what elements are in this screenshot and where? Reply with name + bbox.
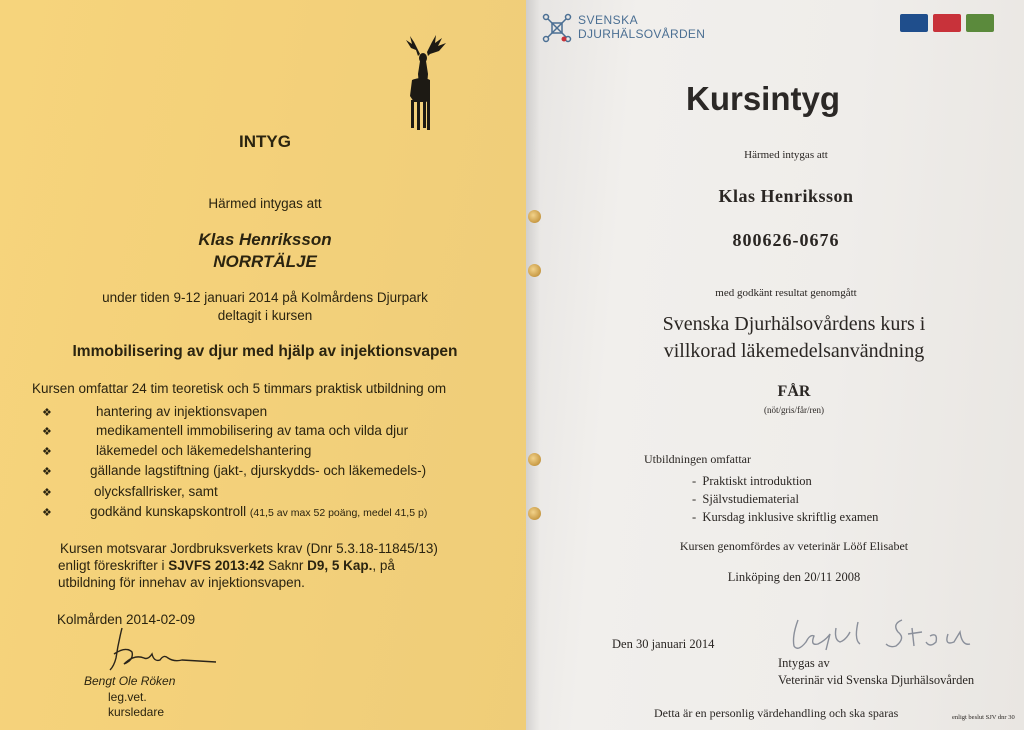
flag-red	[933, 14, 961, 32]
list-item: - Kursdag inklusive skriftlig examen	[692, 510, 879, 524]
scope-line: Kursen omfattar 24 tim teoretisk och 5 timmars praktisk utbildning om	[32, 381, 447, 396]
intyg-title: INTYG	[239, 132, 291, 151]
id-number: 800626-0676	[732, 230, 840, 250]
signature	[104, 624, 220, 672]
list-item: - Självstudiematerial	[692, 492, 799, 506]
equivalence-line-2: enligt föreskrifter i SJVFS 2013:42 Saknr D9, 5 Kap., på	[58, 558, 395, 573]
issue-date: Den 30 januari 2014	[612, 637, 715, 651]
species-note: (nöt/gris/får/ren)	[764, 405, 824, 415]
bullet-icon: ❖	[42, 507, 52, 519]
bullet-icon: ❖	[42, 487, 52, 499]
deer-logo-icon	[392, 34, 456, 134]
passed-line: med godkänt resultat genomgått	[715, 287, 857, 299]
species: FÅR	[777, 383, 811, 400]
equivalence-line-3: utbildning för innehav av injektionsvapen.	[58, 575, 305, 590]
intyg-certificate: INTYG Härmed intygas att Klas Henriksson NORRTÄLJE under tiden 9-12 januari 2014 på Kolmårdens Djurpark deltagit i kursen Immobilisering av djur med hjälp av injektionsvapen Kursen omfattar 24 tim teoretisk och 5 timmars praktisk utbildning om ❖ hantering av injektionsvapen ❖ medikamentell immobilisering av tama och vilda djur ❖ läkemedel och läkemedelshantering ❖ gällande lagstiftning (jakt-, djurskydds- och läkemedels-) ❖ olycksfallrisker, samt ❖ godkänd kunskapskontroll (41,5 av max 52 poäng, medel 41,5 p) Kursen motsvarar Jordbruksverkets krav (Dnr 5.3.18-11845/13) enligt föreskrifter i SJVFS 2013:42 Saknr D9, 5 Kap., på utbildning för innehav av injektionsvapen. Kolmården 2014-02-09 Bengt Ole Röken leg.vet. kursledare	[0, 0, 530, 730]
intro-text: Härmed intygas att	[744, 149, 828, 161]
equivalence-line-1: Kursen motsvarar Jordbruksverkets krav (Dnr 5.3.18-11845/13)	[60, 541, 438, 556]
signer-role: kursledare	[108, 705, 165, 719]
recipient-city: NORRTÄLJE	[213, 252, 317, 271]
recipient-name: Klas Henriksson	[718, 186, 854, 206]
flag-green	[966, 14, 994, 32]
course-title: Immobilisering av djur med hjälp av injektionsvapen	[72, 343, 458, 360]
scope-heading: Utbildningen omfattar	[644, 452, 751, 466]
page-fold-shadow	[526, 0, 540, 730]
list-item: - Praktiskt introduktion	[692, 474, 812, 488]
certified-by: Intygas av	[778, 656, 830, 670]
bullet-icon: ❖	[42, 426, 52, 438]
signer-name: Bengt Ole Röken	[84, 674, 176, 688]
recipient-name: Klas Henriksson	[198, 230, 332, 249]
binder-hole	[528, 507, 541, 520]
certifier: Veterinär vid Svenska Djurhälsovården	[778, 673, 975, 687]
flag-blue	[900, 14, 928, 32]
bullet-icon: ❖	[42, 446, 52, 458]
binder-hole	[528, 210, 541, 223]
logo-text-1: SVENSKA	[578, 13, 639, 27]
footer-note: Detta är en personlig värdehandling och ska sparas	[654, 706, 899, 720]
logo-text-2: DJURHÄLSOVÅRDEN	[578, 27, 706, 41]
conducted-by: Kursen genomfördes av veterinär Lööf Elisabet	[679, 539, 909, 553]
signer-title: leg.vet.	[108, 690, 147, 704]
course-line-2: villkorad läkemedelsanvändning	[663, 340, 925, 362]
period-line-1: under tiden 9-12 januari 2014 på Kolmårdens Djurpark	[102, 290, 428, 305]
place-date: Linköping den 20/11 2008	[727, 570, 861, 584]
svenska-djurhalsovarden-logo-icon	[542, 13, 572, 43]
place-date: Kolmården 2014-02-09	[57, 612, 196, 627]
bullet-icon: ❖	[42, 407, 52, 419]
bullet-icon: ❖	[42, 466, 52, 478]
binder-hole	[528, 264, 541, 277]
period-line-2: deltagit i kursen	[217, 308, 313, 323]
footer-small-note: enligt beslut SJV dnr 30	[952, 714, 1015, 721]
binder-hole	[528, 453, 541, 466]
kursintyg-title: Kursintyg	[686, 80, 841, 117]
intro-text: Härmed intygas att	[208, 196, 322, 211]
course-line-1: Svenska Djurhälsovårdens kurs i	[662, 313, 926, 335]
kursintyg-certificate	[526, 0, 1024, 730]
